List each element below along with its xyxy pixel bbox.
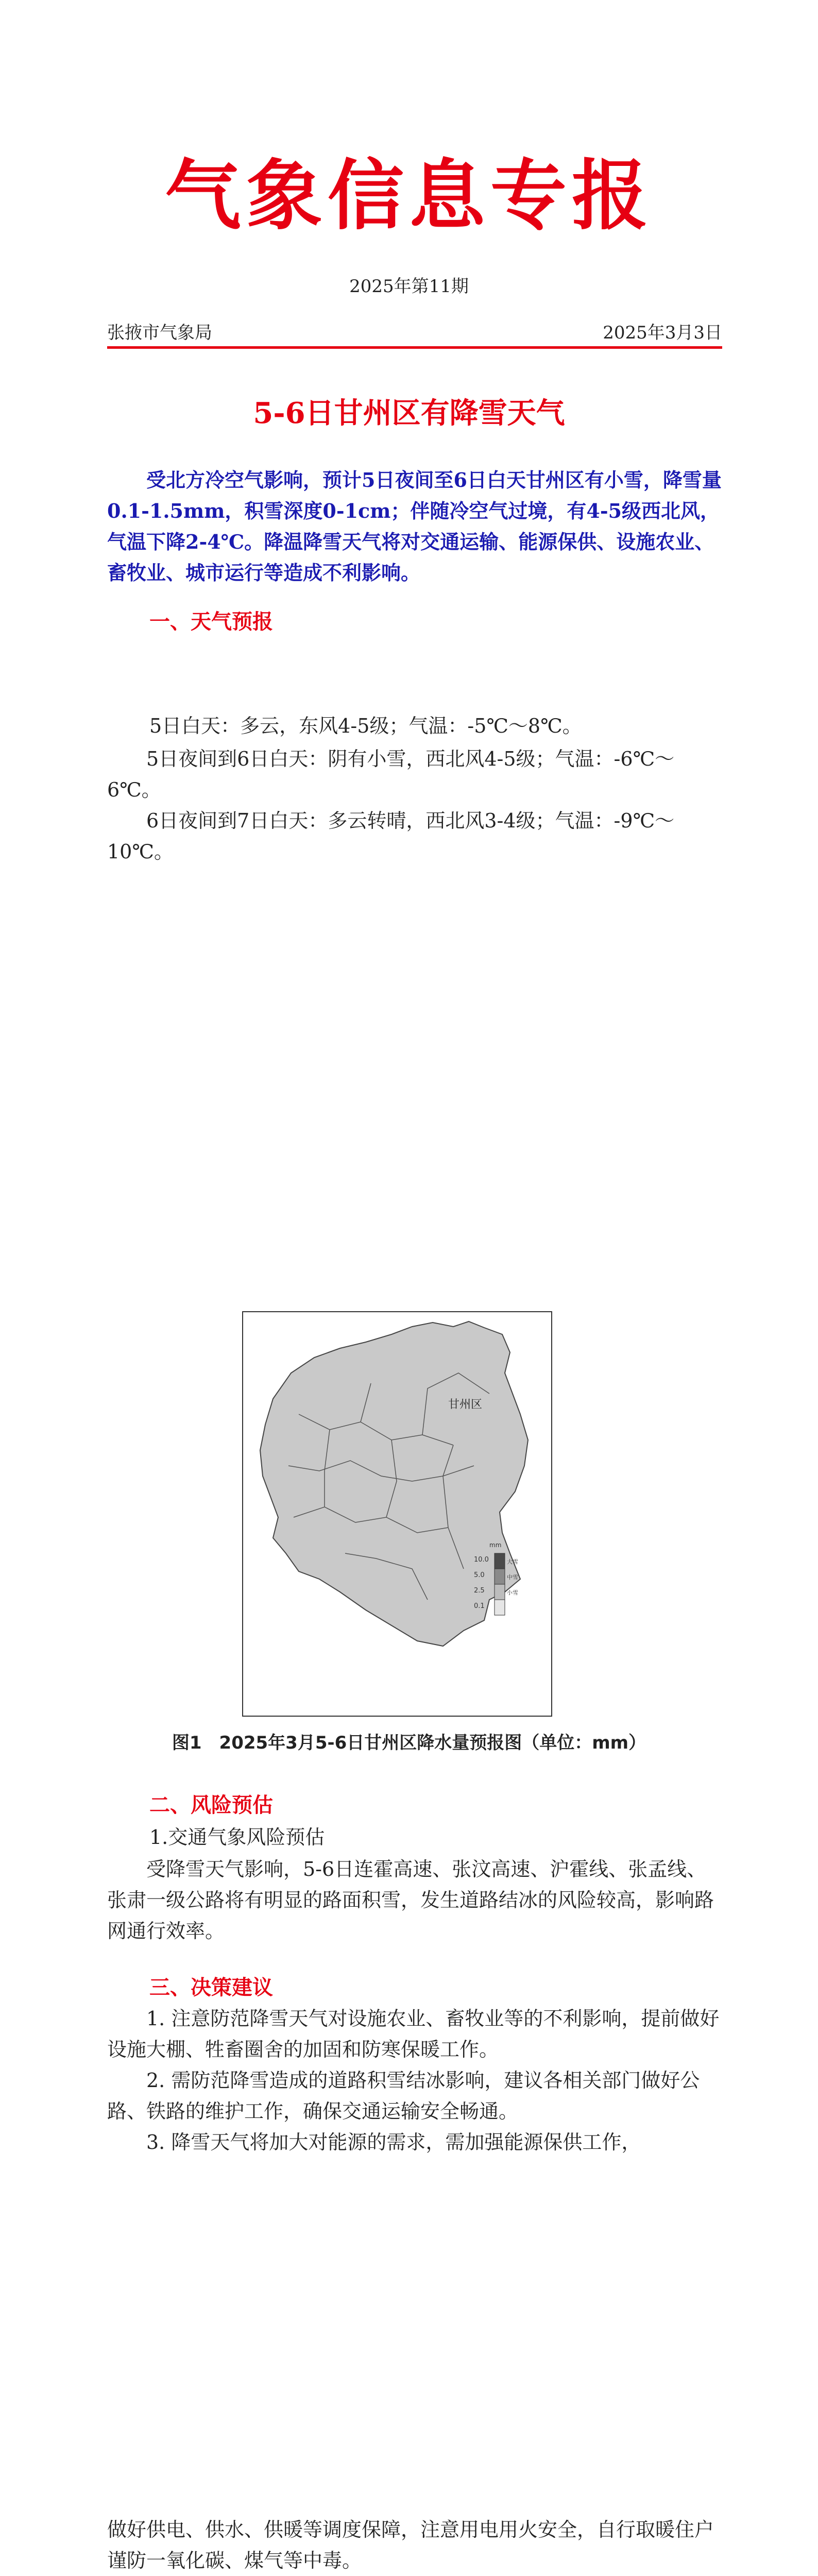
risk-subheading: 1.交通气象风险预估 xyxy=(149,1826,325,1849)
advice-item: 2. 需防范降雪造成的道路积雪结冰影响，建议各相关部门做好公路、铁路的维护工作，确保交通运输安全畅通。 xyxy=(107,2069,700,2123)
forecast-item: 5日夜间到6日白天：阴有小雪，西北风4-5级；气温：-6℃～6℃。 xyxy=(107,748,675,801)
risk-text: 受降雪天气影响，5-6日连霍高速、张汶高速、沪霍线、张孟线、张肃一级公路将有明显的路面积雪，发生道路结冰的风险较高，影响路网通行效率。 xyxy=(107,1858,714,1942)
svg-text:10.0: 10.0 xyxy=(474,1556,489,1564)
map-region-label: 甘州区 xyxy=(448,1398,483,1411)
svg-text:大雪: 大雪 xyxy=(507,1558,518,1565)
svg-text:mm: mm xyxy=(489,1541,502,1549)
svg-text:小雪: 小雪 xyxy=(507,1589,518,1596)
advice-item: 3. 降雪天气将加大对能源的需求，需加强能源保供工作， xyxy=(146,2131,641,2154)
advice-item-continued: 做好供电、供水、供暖等调度保障，注意用电用火安全，自行取暖住户谨防一氧化碳、煤气等中毒。 xyxy=(107,2518,714,2572)
issue-number: 2025年第11期 xyxy=(349,276,469,297)
masthead-title: 气象信息专报 xyxy=(165,151,653,240)
risk-heading: 二、风险预估 xyxy=(149,1793,273,1817)
advice-heading: 三、决策建议 xyxy=(149,1976,273,1999)
forecast-heading: 一、天气预报 xyxy=(149,610,273,634)
abstract: 受北方冷空气影响，预计5日夜间至6日白天甘州区有小雪，降雪量0.1-1.5mm，积雪深度0-1cm；伴随冷空气过境，有4-5级西北风，气温下降2-4℃。降温降雪天气将对交通运输、能源保供、设施农业、畜牧业、城市运行等造成不利影响。 xyxy=(107,468,722,584)
issuing-agency: 张掖市气象局 xyxy=(107,323,212,343)
headline: 5-6日甘州区有降雪天气 xyxy=(253,396,565,430)
svg-text:2.5: 2.5 xyxy=(474,1587,485,1595)
forecast-item: 6日夜间到7日白天：多云转晴，西北风3-4级；气温：-9℃～10℃。 xyxy=(107,809,675,863)
forecast-item: 5日白天：多云，东风4-5级；气温：-5℃～8℃。 xyxy=(149,715,582,737)
svg-text:中雪: 中雪 xyxy=(507,1574,518,1581)
svg-text:0.1: 0.1 xyxy=(474,1602,485,1610)
precip-forecast-map xyxy=(242,1311,552,1717)
issue-date: 2025年3月3日 xyxy=(603,323,722,343)
advice-item: 1. 注意防范降雪天气对设施农业、畜牧业等的不利影响，提前做好设施大棚、牲畜圈舍的加固和防寒保暖工作。 xyxy=(107,2007,720,2061)
header-divider xyxy=(107,346,722,349)
figure-caption: 图1 2025年3月5-6日甘州区降水量预报图（单位：mm） xyxy=(172,1733,646,1753)
svg-text:5.0: 5.0 xyxy=(474,1571,485,1579)
